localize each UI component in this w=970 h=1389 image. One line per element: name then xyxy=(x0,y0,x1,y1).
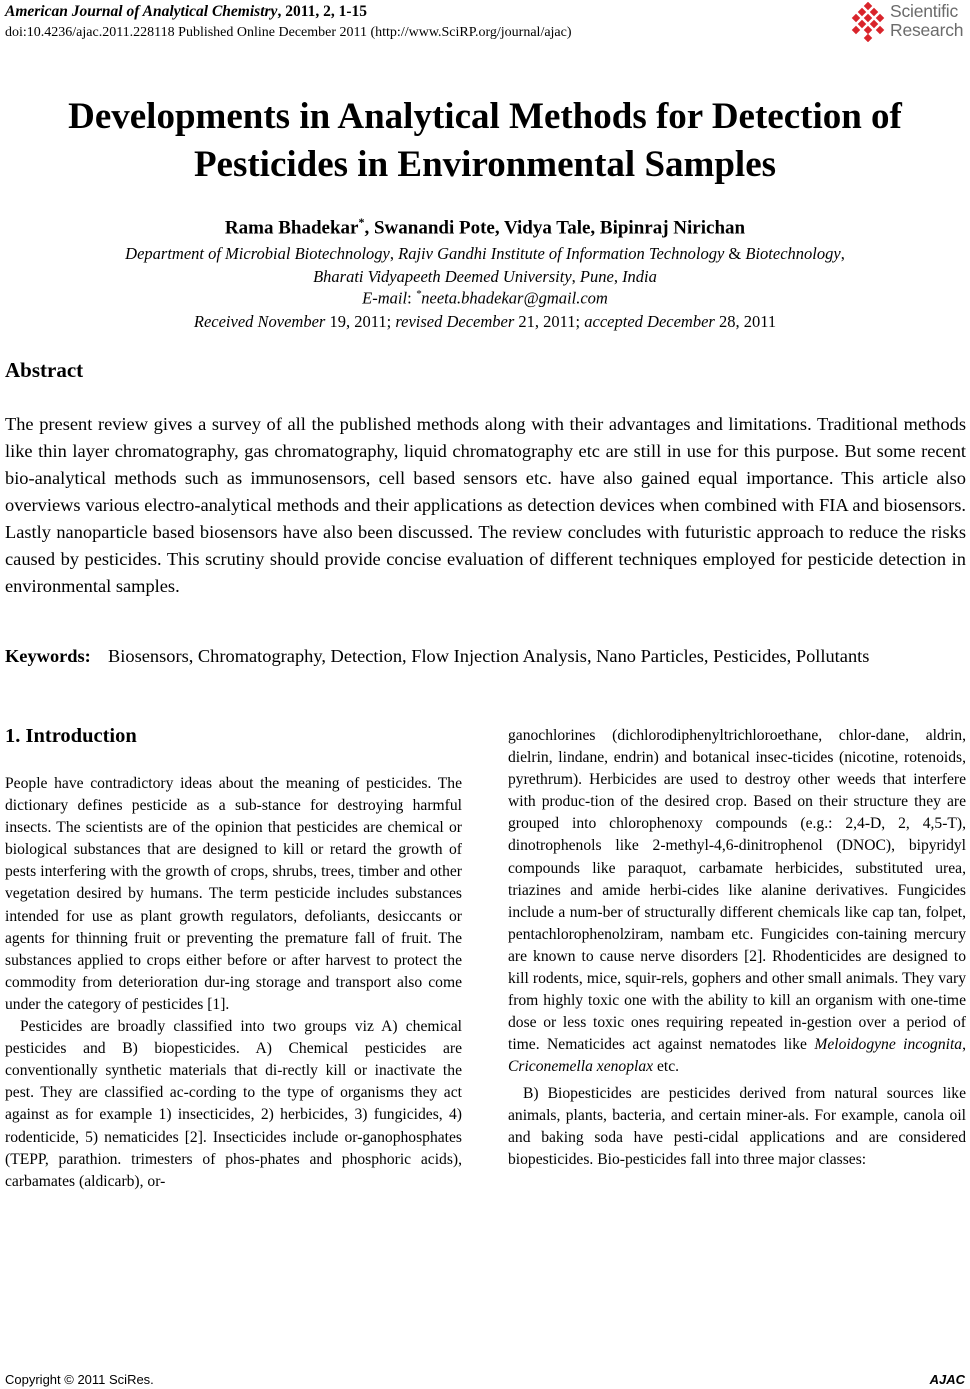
keywords-label: Keywords: xyxy=(5,646,91,666)
aff-univ: Bharati Vidyapeeth Deemed University xyxy=(313,267,572,286)
scirp-logo xyxy=(848,2,970,42)
journal-name: American Journal of Analytical Chemistry xyxy=(5,3,278,20)
logo-dot xyxy=(876,14,884,22)
email-label: E-mail xyxy=(362,288,408,308)
affiliation-line1 xyxy=(0,242,970,265)
dates-line xyxy=(0,312,970,332)
intro-paragraph-4: B) Biopesticides are pesticides derived from natural sources like animals, plants, bacteria, and certain miner-als. For example, canola oil and baking soda have pesti-cidal applications and are considered biopesticides. Bio-pesticides fall into three major classes: xyxy=(508,1084,966,1168)
affiliation-line2 xyxy=(0,265,970,288)
section-heading-introduction: 1. Introduction xyxy=(5,725,137,747)
abstract-text: The present review gives a survey of all the published methods along with their advantages and limitations. Traditional methods like thin layer chromatography, gas chromatography, liquid chromatography etc are still in use for this purpose. But some recent bio-analytical methods such as immunosensors, cell based sensors etc. have also gained equal importance. This article also overviews various electro-analytical methods and their applications as detection devices when combined with FIA and biosensors. Lastly nanoparticle based biosensors have also been discussed. The review concludes with futuristic approach to reduce the risks caused by pesticides. This scrutiny should provide concise evaluation of different techniques employed for pesticide detection in environmental samples. xyxy=(5,414,966,596)
logo-line2: Research xyxy=(890,20,964,40)
title-line1: Developments in Analytical Methods for Detection of xyxy=(68,96,902,137)
logo-text xyxy=(890,2,963,40)
intro-paragraph-3 xyxy=(508,725,966,1079)
logo-dot xyxy=(876,26,884,34)
left-column xyxy=(5,747,462,1193)
revised-date: 21, 2011; xyxy=(514,312,585,331)
species-sep: , xyxy=(962,1036,966,1054)
aff-comma: , xyxy=(840,244,845,263)
article-title xyxy=(0,93,970,189)
logo-dot xyxy=(852,26,860,34)
accepted-label: accepted December xyxy=(584,312,715,331)
logo-line1: Scientific xyxy=(890,1,959,21)
revised-label: revised December xyxy=(395,312,515,331)
logo-dot xyxy=(864,14,872,22)
logo-dot xyxy=(864,2,872,10)
aff-city: Pune xyxy=(579,267,614,286)
author-first: Rama Bhadekar xyxy=(224,217,359,239)
journal-header xyxy=(5,3,367,21)
aff-bio: Biotechnology xyxy=(745,244,841,263)
received-date: 19, 2011; xyxy=(325,312,396,331)
authors xyxy=(0,215,970,239)
right-column xyxy=(508,725,966,1171)
email-sep: : xyxy=(407,288,416,308)
footer-copyright: Copyright © 2011 SciRes. xyxy=(5,1372,154,1387)
aff-sep: , xyxy=(613,267,623,286)
logo-dot xyxy=(852,14,860,22)
keywords-text: Biosensors, Chromatography, Detection, Flow Injection Analysis, Nano Particles, Pesticides, Pollutants xyxy=(108,646,870,666)
p3-end: etc. xyxy=(653,1058,680,1076)
journal-issue: , 2011, 2, 1-15 xyxy=(277,3,367,20)
aff-amp: & xyxy=(724,244,746,263)
logo-dot xyxy=(864,26,872,34)
aff-sep: , xyxy=(389,244,399,263)
email-address[interactable]: neeta.bhadekar@gmail.com xyxy=(421,288,608,308)
aff-inst: Rajiv Gandhi Institute of Information Technology xyxy=(398,244,725,263)
species-name: Criconemella xenoplax xyxy=(508,1058,654,1076)
p3-text: ganochlorines (dichlorodiphenyltrichloroethane, chlor-dane, aldrin, dielrin, lindane, endrin) and botanical insec-ticides (nicotine, rotenoids, pyrethrum). Herbicides are used to destroy other weeds that interfere with produc-tion of the desired crop. Based on their structure they are grouped into chlorophenoxy compounds (e.g.: 2,4-D, 2, 4,5-T), dinotrophenols like 2-methyl-4,6-dinitrophenol (DNOC), bipyridyl compounds like paraquot, carbamate herbicides, substituted urea, triazines and amide herbi-cides like alanine derivatives. Fungicides include a num-ber of structurally different chemicals like cap tan, folpet, pentachlorophenolziram, nambam etc. Fungicides con-taining mercury are known to cause nerve disorders [2]. Rhodenticides are designed to kill rodents, mice, squir-rels, gophers and other small animals. They vary from highly toxic one with the ability to kill an organism with one-time dose or less toxic ones requiring repeated in-gestion over a period of time. Nematicides act against nematodes like xyxy=(508,727,966,1054)
logo-dot xyxy=(870,20,878,28)
intro-paragraph-2: Pesticides are broadly classified into two groups viz A) chemical pesticides and B) biopesticides. A) Chemical pesticides are conventionally synthetic materials that di-rectly kill or inactivate the pest. They are classified ac-cording to the type of organisms they act against as for example 1) insecticides, 2) herbicides, 3) fungicides, 4) rodenticide, 5) nematicides [2]. Insecticides include or-ganophosphates (TEPP, parathion. trimesters of phos-phates and phosphoric acids), carbamates (aldicarb), or- xyxy=(5,1018,462,1190)
received-label: Received November xyxy=(193,312,326,331)
logo-dot xyxy=(870,8,878,16)
logo-dot xyxy=(864,34,872,42)
aff-country: India xyxy=(622,267,657,286)
logo-dot xyxy=(858,8,866,16)
email-line xyxy=(0,288,970,309)
logo-dot xyxy=(858,20,866,28)
scirp-logo-icon xyxy=(848,2,890,42)
accepted-date: 28, 2011 xyxy=(714,312,777,331)
abstract-heading: Abstract xyxy=(5,358,84,382)
intro-paragraph-1: People have contradictory ideas about the meaning of pesticides. The dictionary defines pesticide as a sub-stance for destroying harmful insects. The scientists are of the opinion that pesticides are chemical or biological substances that are designed to kill or retard the growth of pests interfering with the growth of crops, shrubs, trees, timber and other vegetation desired by humans. The term pesticide includes substances intended for use as plant growth regulators, defoliants, desiccants or agents for thinning fruit or preventing the premature fall of fruit. The substances applied to crops either before or after harvest to protect the commodity from deterioration dur-ing storage and transport also come under the category of pesticides [1]. xyxy=(5,775,462,1013)
footer-journal-abbr: AJAC xyxy=(929,1372,965,1387)
title-line2: Pesticides in Environmental Samples xyxy=(193,144,777,185)
authors-rest: , Swanandi Pote, Vidya Tale, Bipinraj Nirichan xyxy=(364,217,746,239)
email-star: * xyxy=(415,288,422,300)
species-name: Meloidogyne incognita xyxy=(814,1036,963,1054)
doi-line: doi:10.4236/ajac.2011.228118 Published Online December 2011 (http://www.SciRP.org/journal/ajac) xyxy=(5,25,572,40)
author-corresponding-mark: * xyxy=(358,215,365,229)
affiliation xyxy=(0,242,970,288)
aff-dept: Department of Microbial Biotechnology xyxy=(125,244,390,263)
aff-sep: , xyxy=(571,267,580,286)
